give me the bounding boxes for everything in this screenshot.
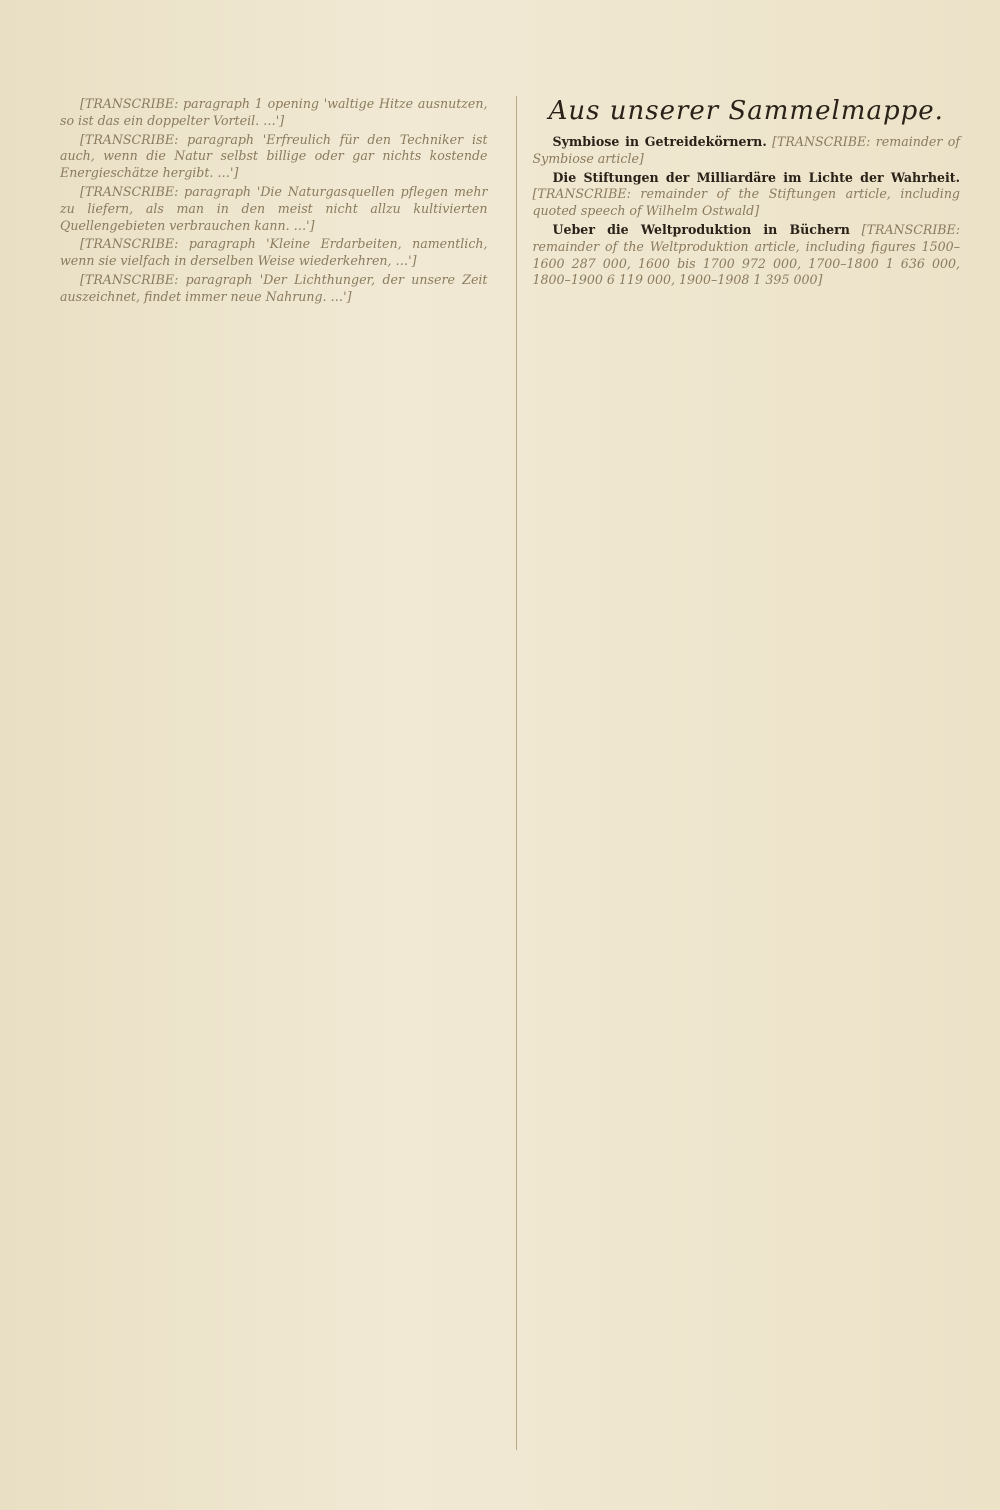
left-paragraph-2: [TRANSCRIBE: paragraph 'Erfreulich für den Techniker ist auch, wenn die Natur selbst billige oder gar nichts kostende Energieschätze hergibt. …'] (60, 131, 488, 181)
article-symbiose-body: [TRANSCRIBE: remainder of Symbiose article] (532, 134, 960, 166)
right-column (516, 96, 961, 1450)
article-weltproduktion (533, 222, 961, 289)
left-paragraph-3: [TRANSCRIBE: paragraph 'Die Naturgasquellen pflegen mehr zu liefern, als man in den meist nicht allzu kultivierten Quellengebieten verbrauchen kann. …'] (60, 183, 488, 233)
left-column (60, 96, 488, 1450)
article-stiftungen (533, 170, 961, 220)
section-title: Aus unserer Sammelmappe. (548, 96, 944, 126)
left-paragraph-4: [TRANSCRIBE: paragraph 'Kleine Erdarbeiten, namentlich, wenn sie vielfach in derselben Weise wiederkehren, …'] (60, 236, 488, 269)
two-column-layout (60, 96, 960, 1450)
left-paragraph-1: [TRANSCRIBE: paragraph 1 opening 'waltige Hitze ausnutzen, so ist das ein doppelter Vorteil. …'] (60, 96, 488, 128)
left-paragraph-5: [TRANSCRIBE: paragraph 'Der Lichthunger, der unsere Zeit auszeichnet, findet immer neue Nahrung. …'] (60, 271, 488, 304)
article-weltproduktion-body: [TRANSCRIBE: remainder of the Weltproduktion article, including figures 1500–1600 287 000, 1600 bis 1700 972 000, 1700–1800 1 636 000, 1800–1900 6 119 000, 1900–1908 1 395 000] (532, 221, 960, 288)
article-stiftungen-body: [TRANSCRIBE: remainder of the Stiftungen article, including quoted speech of Wilhelm Ostwald] (532, 186, 960, 219)
article-weltproduktion-lead: Ueber die Weltproduktion in Büchern (552, 221, 850, 237)
article-stiftungen-lead: Die Stiftungen der Milliardäre im Lichte der Wahrheit. (552, 169, 960, 185)
article-symbiose-lead: Symbiose in Getreidekörnern. (552, 134, 767, 149)
article-symbiose (533, 134, 961, 168)
